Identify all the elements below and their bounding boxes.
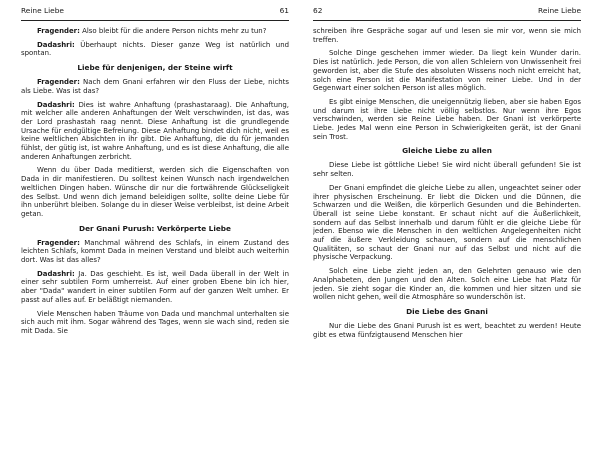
left-para-4: Dadashri: Dies ist wahre Anhaftung (prashastaraag). Die Anhaftung, mit welcher alle anderen Anhaftungen der Welt verschwinden, ist das, was der Lord prashastah raag nennt. Diese Anhaftung ist die grundlegende Ursache für endgültige Befreiung. Diese Anhaftung bindet dich nicht, weil es keine weltlichen Absichten in ihr gibt. Die Anhaftung, die du für jemanden fühlst, der gütig ist, ist wahre Anhaftung, und es ist diese Anhaftung, die alle anderen Anhaftungen zerbricht. (21, 100, 289, 161)
left-page-header (21, 6, 289, 18)
right-page-header (313, 6, 581, 18)
right-page-number: 62 (313, 6, 323, 15)
left-page-number: 61 (279, 6, 289, 15)
left-heading-1: Liebe für denjenigen, der Steine wirft (77, 63, 233, 73)
right-running-title: Reine Liebe (538, 6, 581, 15)
right-heading-1: Gleiche Liebe zu allen (402, 146, 492, 156)
right-header-rule (313, 20, 581, 21)
right-page (313, 0, 581, 463)
right-para-6: Solch eine Liebe zieht jeden an, den Gelehrten genauso wie den Analphabeten, den Jungen und den Alten. Solch eine Liebe hat Platz für jeden. Sie zieht sogar die Kinder an, die kommen und hier sitzen und sie wollen nicht gehen, weil die Atmosphäre so wunderschön ist. (313, 267, 581, 302)
right-para-1: schreiben ihre Gespräche sogar auf und lesen sie mir vor, wenn sie mich treffen. (313, 27, 581, 44)
speaker-label: Dadashri: (37, 40, 75, 49)
right-para-5: Der Gnani empfindet die gleiche Liebe zu allen, ungeachtet seiner oder ihrer physischen Erscheinung. Er liebt die Dicken und die Dünnen, die Schwarzen und die Weißen, die körperlich Gesunden und die Behinderten. Überall ist seine Liebe konstant. Er schaut nicht auf die Äußerlichkeit, sondern auf das Selbst innerhalb und darum fühlt er die gleiche Liebe für jeden. Ebenso wie die Menschen in den weltlichen Angelegenheiten nicht auf die äußere Verkleidung schauen, sondern auf die menschlichen Qualitäten, so schaut der Gnani nur auf das Selbst und nicht auf die physische Verpackung. (313, 183, 581, 262)
speaker-label: Fragender: (37, 78, 80, 87)
right-para-2: Solche Dinge geschehen immer wieder. Da liegt kein Wunder darin. Dies ist natürlich. Jede Person, die von allen Schleiern von Unwissenheit frei geworden ist, aber die Stufe des absoluten Wissens noch nicht erreicht hat, solch eine Person ist die Manifestation von reiner Liebe. Und in der Gegenwart einer solchen Person ist alles möglich. (313, 49, 581, 93)
right-para-3: Es gibt einige Menschen, die uneigennützig lieben, aber sie haben Egos und darum ist ihre Liebe nicht völlig selbstlos. Nur wenn ihre Egos verschwinden, werden sie Reine Liebe haben. Der Gnani ist verkörperte Liebe. Jedes Mal wenn eine Person in Schwierigkeiten gerät, ist der Gnani sein Trost. (313, 97, 581, 141)
speaker-label: Fragender: (37, 238, 80, 247)
speaker-label: Fragender: (37, 27, 80, 35)
left-para-1: Fragender: Also bleibt für die andere Person nichts mehr zu tun? (37, 27, 267, 35)
right-para-4: Diese Liebe ist göttliche Liebe! Sie wird nicht überall gefunden! Sie ist sehr selten. (313, 161, 581, 179)
speaker-label: Dadashri: (37, 269, 75, 278)
left-para-2: Dadashri: Überhaupt nichts. Dieser ganze Weg ist natürlich und spontan. (21, 40, 289, 58)
left-running-title: Reine Liebe (21, 6, 64, 15)
left-header-rule (21, 20, 289, 21)
left-para-5: Wenn du über Dada meditierst, werden sich die Eigenschaften von Dada in dir manifestieren. Du solltest keinen Wunsch nach irgendwelchen weltlichen Dingen haben. Wünsche dir nur die fortwährende Glückseligkeit des Selbst. Und wenn dich jemand beleidigen sollte, sollte deine Liebe für ihn unberührt bleiben. Solange du in dieser Weise verbleibst, ist deine Arbeit getan. (21, 166, 289, 218)
left-heading-2: Der Gnani Purush: Verkörperte Liebe (79, 223, 231, 233)
speaker-label: Dadashri: (37, 100, 75, 109)
left-para-8: Viele Menschen haben Träume von Dada und manchmal unterhalten sie sich auch mit ihm. Sogar während des Tages, wenn sie wach sind, reden sie mit Dada. Sie (21, 309, 289, 335)
left-para-6: Fragender: Manchmal während des Schlafs, in einem Zustand des leichten Schlafs, kommt Dada in meinen Verstand und bleibt auch weiterhin dort. Was ist das alles? (21, 238, 289, 265)
left-para-3: Fragender: Nach dem Gnani erfahren wir den Fluss der Liebe, nichts als Liebe. Was ist das? (21, 78, 289, 95)
right-para-7: Nur die Liebe des Gnani Purush ist es wert, beachtet zu werden! Heute gibt es etwa fünfzigtausend Menschen hier (313, 321, 581, 339)
right-heading-2: Die Liebe des Gnani (406, 306, 488, 316)
left-page (21, 0, 289, 463)
left-para-7: Dadashri: Ja. Das geschieht. Es ist, weil Dada überall in der Welt in einer sehr subtilen Form umherreist. Auf einer groben Ebene bin ich hier, aber "Dada" wandert in einer subtilen Form auf der ganzen Welt umher. Er passt auf alles auf. Er beläßtigt niemanden. (21, 269, 289, 304)
